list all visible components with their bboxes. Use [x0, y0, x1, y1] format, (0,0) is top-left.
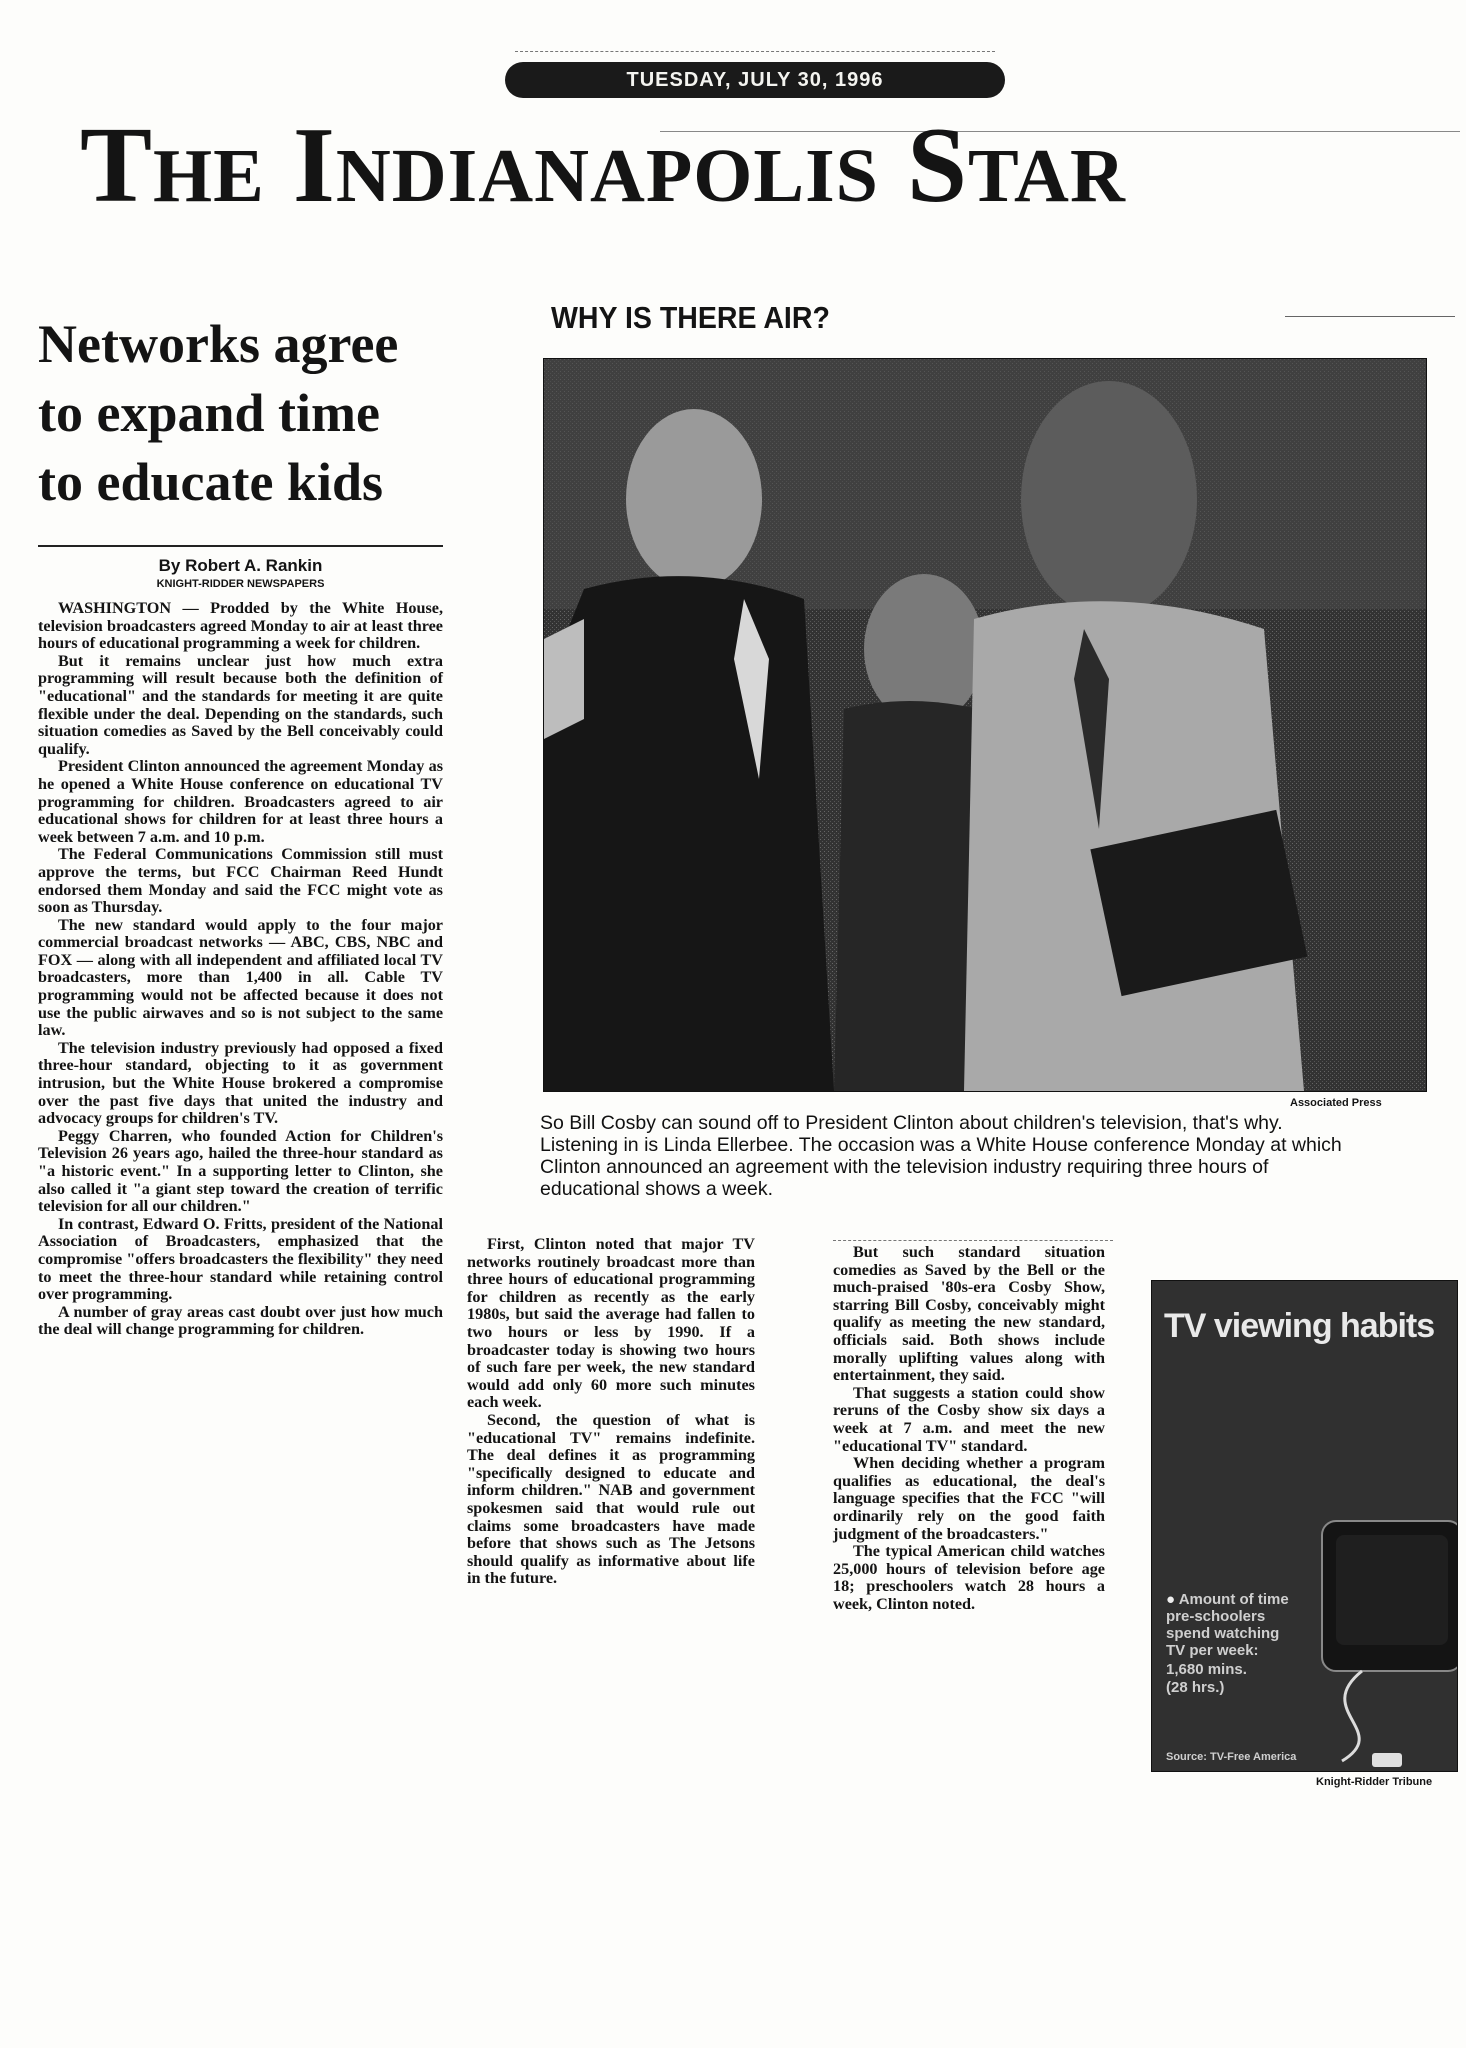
graphic-amount-value-2: (28 hrs.)	[1166, 1679, 1225, 1696]
tv-set-icon	[1302, 1491, 1458, 1771]
headline-line: to educate kids	[38, 452, 384, 512]
graphic-amount-label-2: pre-schoolers	[1166, 1608, 1266, 1625]
paragraph: The new standard would apply to the four major commercial broadcast networks — ABC, CBS, NBC and FOX — along with all independent and affiliated local TV broadcasters, more than 1,400 in all. Cable TV programming would not be affected because it does not use the public airwaves and so is not subject to the same law.	[38, 915, 443, 1040]
news-photo	[543, 358, 1427, 1092]
paragraph: When deciding whether a program qualifies as educational, the deal's language specifies that the FCC "will ordinarily rely on the good faith judgment of the broadcasters."	[833, 1454, 1105, 1543]
banner-rule	[515, 51, 995, 52]
paragraph: A number of gray areas cast doubt over just how much the deal will change programming for children.	[38, 1302, 443, 1339]
headline-line: to expand time	[38, 383, 380, 443]
graphic-amount-label-4: TV per week:	[1166, 1642, 1259, 1659]
tv-viewing-graphic	[1151, 1280, 1458, 1772]
masthead: The Indianapolis Star	[80, 106, 1126, 225]
byline-org: KNIGHT-RIDDER NEWSPAPERS	[156, 578, 325, 590]
headline	[38, 310, 438, 517]
paragraph: That suggests a station could show reruns of the Cosby show six days a week at 7 a.m. and meet the new "educational TV" standard.	[833, 1383, 1105, 1455]
photo-kicker: WHY IS THERE AIR?	[551, 300, 830, 335]
caption-line: So Bill Cosby can sound off to President Clinton about children's television, that's why.	[540, 1112, 1283, 1134]
paragraph: The television industry previously had opposed a fixed three-hour standard, objecting to it as government intrusion, but the White House brokered a compromise over the past five days that united the industry and advocacy groups for children's TV.	[38, 1038, 443, 1128]
graphic-source: Source: TV-Free America	[1166, 1751, 1297, 1763]
article-column-1	[38, 600, 443, 1339]
paragraph: The typical American child watches 25,000 hours of television before age 18; preschoolers watch 28 hours a week, Clinton noted.	[833, 1542, 1105, 1613]
paragraph: Peggy Charren, who founded Action for Children's Television 26 years ago, hailed the three-hour standard as "a historic event." In a supporting letter to Clinton, she also called it "a giant step toward the creation of terrific television for all our children."	[38, 1126, 443, 1216]
date-banner: TUESDAY, JULY 30, 1996	[505, 62, 1005, 98]
graphic-amount-label-text: Amount of time	[1178, 1591, 1289, 1608]
caption-line: Listening in is Linda Ellerbee. The occasion was a White House conference Monday at which	[540, 1134, 1342, 1156]
graphic-credit: Knight-Ridder Tribune	[1316, 1776, 1433, 1788]
paragraph: First, Clinton noted that major TV networks routinely broadcast more than three hours of educational programming for children as recently as the early 1980s, but said the average had fallen to two hours or less by 1990. If a broadcaster today is showing two hours of such fare per week, the new standard would add only 60 more such minutes each week.	[467, 1235, 755, 1412]
paragraph: In contrast, Edward O. Fritts, president of the National Association of Broadcasters, emphasized that the compromise "offers broadcasters the flexibility" they need to meet the three-hour standard while retaining control over programming.	[38, 1214, 443, 1304]
photo-credit: Associated Press	[1290, 1097, 1382, 1109]
paragraph: But it remains unclear just how much extra programming will result because both the definition of "educational" and the standards for meeting it are quite flexible under the deal. Depending on the standards, such situation comedies as Saved by the Bell conceivably could qualify.	[38, 651, 443, 758]
graphic-amount-label-3: spend watching	[1166, 1625, 1280, 1642]
graphic-amount-label: ● Amount of time	[1166, 1591, 1289, 1608]
caption-line: educational shows a week.	[540, 1178, 774, 1200]
photo-caption	[540, 1112, 1390, 1200]
byline	[38, 556, 443, 590]
column-rule	[833, 1240, 1113, 1241]
graphic-amount-value: 1,680 mins.	[1166, 1661, 1247, 1678]
paragraph: Second, the question of what is "educational TV" remains indefinite. The deal defines it as programming "specifically designed to educate and inform children." NAB and government spokesmen said that would rule out claims some broadcasters have made before that shows such as The Jetsons should qualify as informative about life in the future.	[467, 1410, 755, 1588]
paragraph: WASHINGTON — Prodded by the White House, television broadcasters agreed Monday to air at least three hours of educational programming a week for children.	[38, 599, 443, 653]
graphic-title: TV viewing habits	[1164, 1307, 1435, 1345]
article-column-2	[467, 1236, 755, 1588]
article-column-3	[833, 1244, 1105, 1613]
kicker-rule	[1285, 316, 1455, 317]
byline-author: By Robert A. Rankin	[158, 556, 323, 575]
paragraph: But such standard situation comedies as Saved by the Bell or the much-praised '80s-era Cosby Show, starring Bill Cosby, conceivably might qualify as meeting the new standard, officials said. Both shows include morally uplifting values along with entertainment, they said.	[833, 1243, 1105, 1385]
paragraph: President Clinton announced the agreement Monday as he opened a White House conference on educational TV programming for children. Broadcasters agreed to air educational shows for children for at least three hours a week between 7 a.m. and 10 p.m.	[38, 757, 443, 846]
caption-line: Clinton announced an agreement with the television industry requiring three hours of	[540, 1156, 1269, 1178]
photo-figures	[544, 359, 1426, 1091]
headline-rule	[38, 545, 443, 547]
paragraph: The Federal Communications Commission still must approve the terms, but FCC Chairman Reed Hundt endorsed them Monday and said the FCC might vote as soon as Thursday.	[38, 845, 443, 917]
headline-line: Networks agree	[38, 314, 399, 374]
